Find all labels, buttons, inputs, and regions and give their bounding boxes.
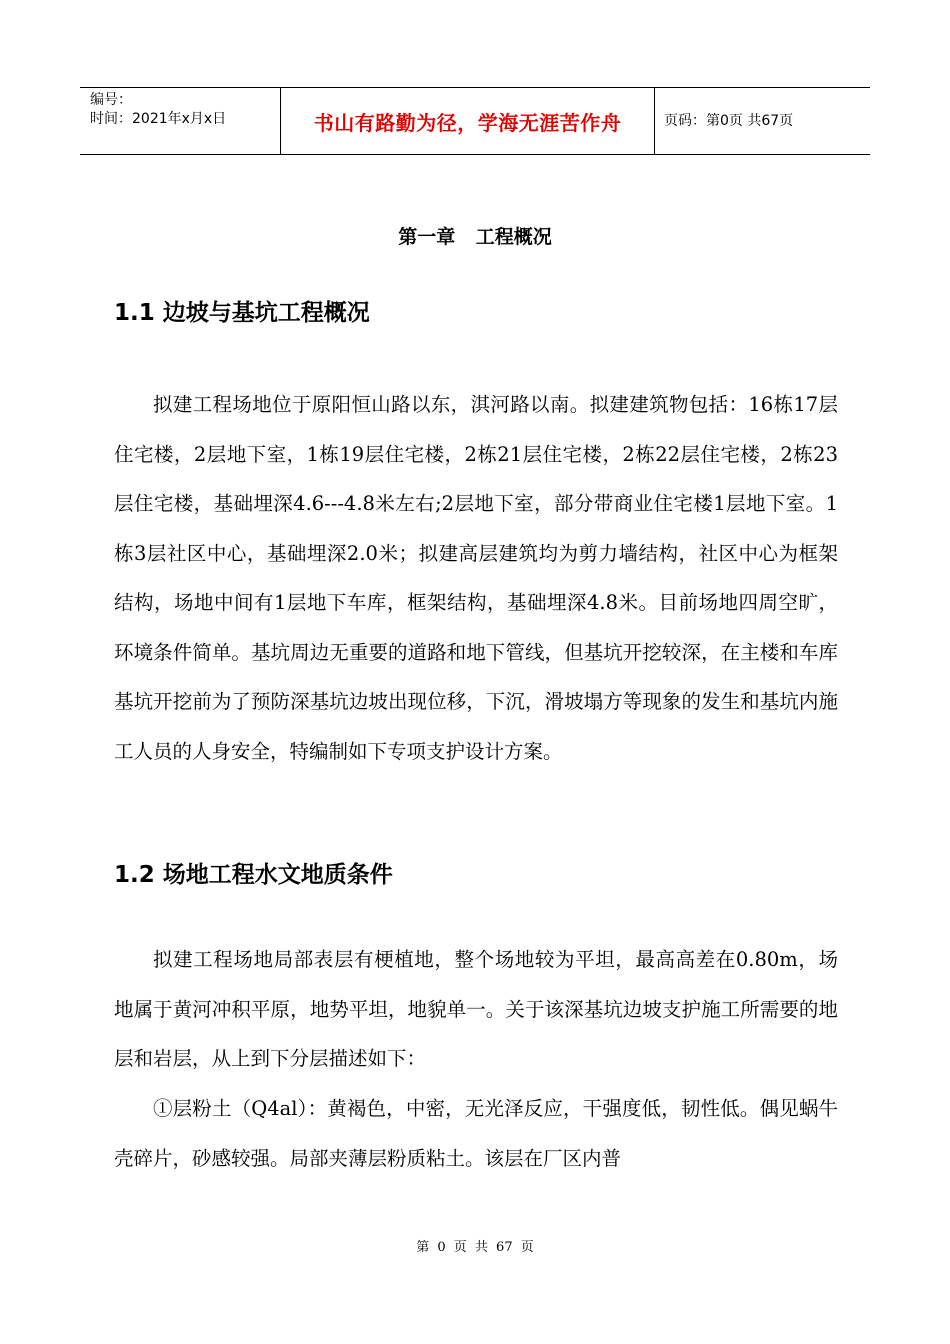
header-motto-cell <box>281 88 655 154</box>
section-heading-1-1: 1.1 边坡与基坑工程概况 <box>114 300 370 326</box>
header-motto: 书山有路勤为径，学海无涯苦作舟 <box>313 110 622 135</box>
page-footer: 第 0 页 共 67 页 <box>416 1240 534 1255</box>
section-1-2-paragraph-2: ①层粉土（Q4al）：黄褐色，中密，无光泽反应，干强度低，韧性低。偶见蜗牛壳碎片，砂感较强。局部夹薄层粉质粘土。该层在厂区内普 <box>114 1097 838 1170</box>
section-1-2-paragraph-1: 拟建工程场地局部表层有梗植地，整个场地较为平坦，最高高差在0.80m，场地属于黄河冲积平原，地势平坦，地貌单一。关于该深基坑边坡支护施工所需要的地层和岩层，从上到下分层描述如下： <box>114 948 838 1070</box>
page-header <box>80 87 870 155</box>
section-1-1-paragraph: 拟建工程场地位于原阳恒山路以东，淇河路以南。拟建建筑物包括：16栋17层住宅楼，2层地下室，1栋19层住宅楼，2栋21层住宅楼，2栋22层住宅楼，2栋23层住宅楼，基础埋深4.6---4.8米左右;2层地下室，部分带商业住宅楼1层地下室。1栋3层社区中心，基础埋深2.0米；拟建高层建筑均为剪力墙结构，社区中心为框架结构，场地中间有1层地下车库，框架结构，基础埋深4.8米。目前场地四周空旷，环境条件简单。基坑周边无重要的道路和地下管线，但基坑开挖较深，在主楼和车库基坑开挖前为了预防深基坑边坡出现位移，下沉，滑坡塌方等现象的发生和基坑内施工人员的人身安全，特编制如下专项支护设计方案。 <box>114 393 838 763</box>
header-meta-cell <box>80 88 281 154</box>
header-page-info: 页码：第0页 共67页 <box>664 113 794 129</box>
document-number-label: 编号： <box>90 92 132 108</box>
chapter-title: 第一章 工程概况 <box>398 226 552 248</box>
section-heading-1-2: 1.2 场地工程水文地质条件 <box>114 862 393 888</box>
document-time-label: 时间：2021年x月x日 <box>90 111 227 127</box>
header-page-cell <box>655 88 870 154</box>
